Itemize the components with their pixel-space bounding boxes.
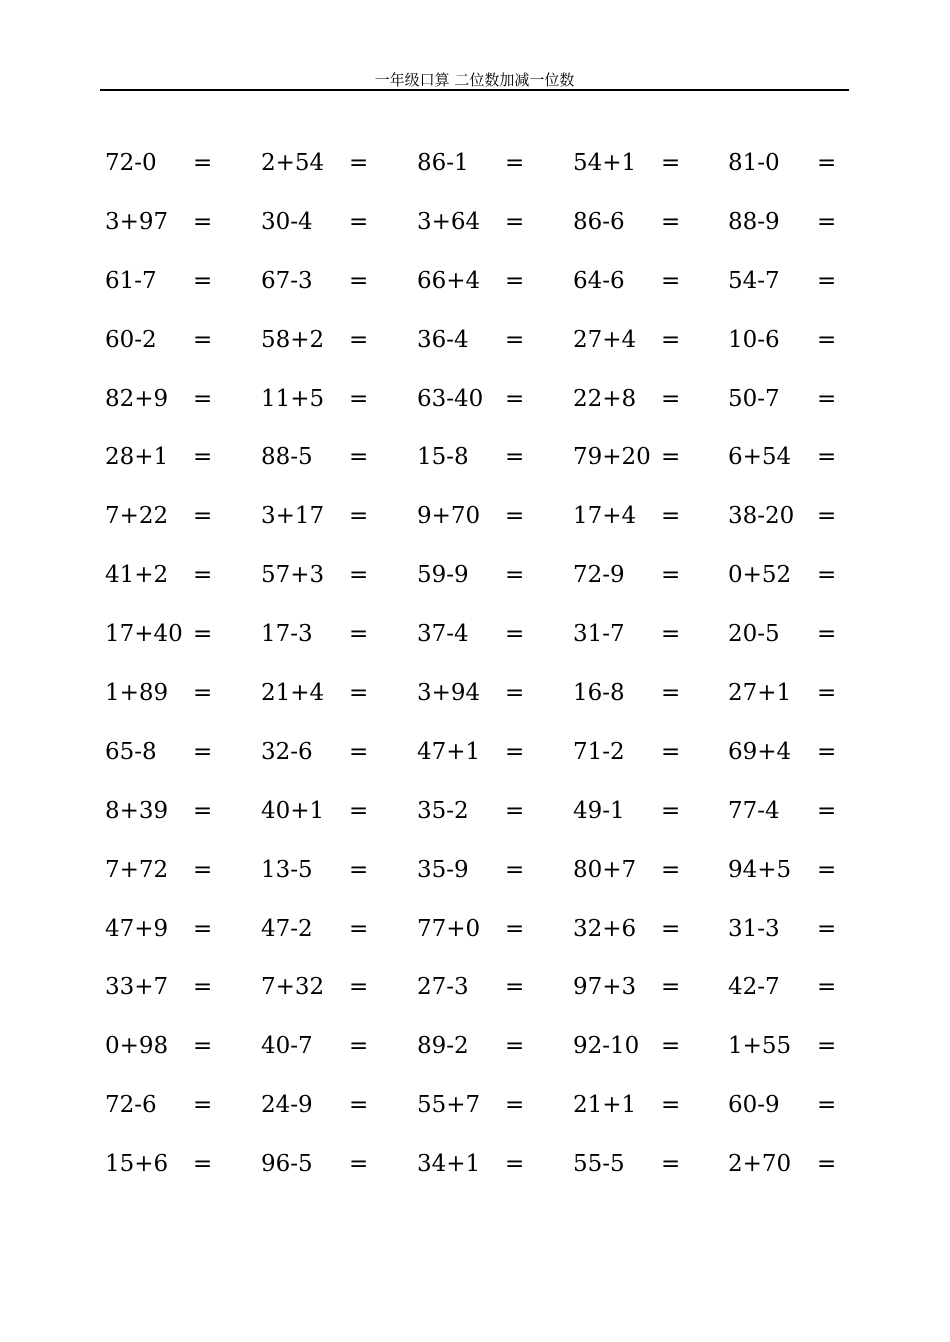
problem-expression: 47+9 xyxy=(105,915,169,942)
equals-sign: = xyxy=(817,1151,837,1178)
problem-row xyxy=(105,604,845,663)
problem-expression: 7+22 xyxy=(105,503,169,530)
problem-expression: 71-2 xyxy=(573,738,625,765)
equals-sign: = xyxy=(193,974,213,1001)
problem-row xyxy=(105,427,845,486)
problem-expression: 27+4 xyxy=(573,326,637,353)
problem-expression: 63-40 xyxy=(417,385,484,412)
equals-sign: = xyxy=(193,562,213,589)
equals-sign: = xyxy=(661,856,681,883)
problem-expression: 40-7 xyxy=(261,1033,313,1060)
problem-expression: 8+39 xyxy=(105,797,169,824)
problem-expression: 22+8 xyxy=(573,385,637,412)
problem-expression: 41+2 xyxy=(105,562,169,589)
problem-row xyxy=(105,722,845,781)
problem-expression: 34+1 xyxy=(417,1151,481,1178)
equals-sign: = xyxy=(817,856,837,883)
problem-expression: 77-4 xyxy=(728,797,780,824)
problem-expression: 16-8 xyxy=(573,680,625,707)
equals-sign: = xyxy=(349,797,369,824)
problem-expression: 3+94 xyxy=(417,680,481,707)
problem-expression: 69+4 xyxy=(728,738,792,765)
equals-sign: = xyxy=(661,503,681,530)
equals-sign: = xyxy=(661,444,681,471)
header-divider xyxy=(100,89,849,91)
equals-sign: = xyxy=(193,1092,213,1119)
problem-expression: 35-2 xyxy=(417,797,469,824)
equals-sign: = xyxy=(505,267,525,294)
equals-sign: = xyxy=(349,738,369,765)
equals-sign: = xyxy=(193,915,213,942)
problem-row xyxy=(105,545,845,604)
problem-expression: 21+1 xyxy=(573,1092,637,1119)
problem-expression: 59-9 xyxy=(417,562,469,589)
problem-expression: 47+1 xyxy=(417,738,481,765)
equals-sign: = xyxy=(817,1092,837,1119)
problem-expression: 65-8 xyxy=(105,738,157,765)
problem-row xyxy=(105,899,845,958)
problem-expression: 42-7 xyxy=(728,974,780,1001)
problem-expression: 37-4 xyxy=(417,621,469,648)
equals-sign: = xyxy=(193,444,213,471)
problem-expression: 64-6 xyxy=(573,267,625,294)
problem-expression: 33+7 xyxy=(105,974,169,1001)
equals-sign: = xyxy=(193,856,213,883)
equals-sign: = xyxy=(193,208,213,235)
problem-expression: 72-9 xyxy=(573,562,625,589)
problem-expression: 9+70 xyxy=(417,503,481,530)
problem-expression: 79+20 xyxy=(573,444,651,471)
equals-sign: = xyxy=(505,444,525,471)
problem-expression: 15+6 xyxy=(105,1151,169,1178)
problem-expression: 54+1 xyxy=(573,150,637,176)
equals-sign: = xyxy=(661,1033,681,1060)
equals-sign: = xyxy=(817,680,837,707)
equals-sign: = xyxy=(661,621,681,648)
problem-grid xyxy=(105,133,845,1193)
problem-expression: 35-9 xyxy=(417,856,469,883)
equals-sign: = xyxy=(349,503,369,530)
problem-expression: 27+1 xyxy=(728,680,792,707)
problem-expression: 11+5 xyxy=(261,385,325,412)
problem-expression: 47-2 xyxy=(261,915,313,942)
equals-sign: = xyxy=(349,562,369,589)
equals-sign: = xyxy=(817,974,837,1001)
problem-expression: 15-8 xyxy=(417,444,469,471)
equals-sign: = xyxy=(349,267,369,294)
problem-expression: 31-3 xyxy=(728,915,780,942)
equals-sign: = xyxy=(505,915,525,942)
equals-sign: = xyxy=(505,797,525,824)
equals-sign: = xyxy=(661,562,681,589)
equals-sign: = xyxy=(349,1151,369,1178)
equals-sign: = xyxy=(349,444,369,471)
problem-expression: 57+3 xyxy=(261,562,325,589)
problem-expression: 3+97 xyxy=(105,208,169,235)
equals-sign: = xyxy=(349,208,369,235)
problem-expression: 86-1 xyxy=(417,150,469,176)
equals-sign: = xyxy=(349,856,369,883)
equals-sign: = xyxy=(193,503,213,530)
problem-expression: 2+70 xyxy=(728,1151,792,1178)
equals-sign: = xyxy=(505,621,525,648)
problem-row xyxy=(105,1134,845,1193)
equals-sign: = xyxy=(505,974,525,1001)
problem-row xyxy=(105,663,845,722)
problem-expression: 7+72 xyxy=(105,856,169,883)
problem-expression: 0+52 xyxy=(728,562,792,589)
problem-expression: 86-6 xyxy=(573,208,625,235)
equals-sign: = xyxy=(817,503,837,530)
problem-expression: 1+89 xyxy=(105,680,169,707)
problem-expression: 3+64 xyxy=(417,208,481,235)
equals-sign: = xyxy=(817,562,837,589)
problem-expression: 17+4 xyxy=(573,503,637,530)
equals-sign: = xyxy=(661,974,681,1001)
problem-expression: 49-1 xyxy=(573,797,625,824)
equals-sign: = xyxy=(661,680,681,707)
problem-row xyxy=(105,192,845,251)
problem-expression: 32-6 xyxy=(261,738,313,765)
equals-sign: = xyxy=(661,326,681,353)
problem-expression: 20-5 xyxy=(728,621,780,648)
equals-sign: = xyxy=(661,738,681,765)
problem-expression: 6+54 xyxy=(728,444,792,471)
page-title: 一年级口算 二位数加减一位数 xyxy=(374,71,575,89)
equals-sign: = xyxy=(505,1092,525,1119)
equals-sign: = xyxy=(349,1033,369,1060)
equals-sign: = xyxy=(505,856,525,883)
equals-sign: = xyxy=(193,1151,213,1178)
equals-sign: = xyxy=(193,150,213,176)
equals-sign: = xyxy=(349,1092,369,1119)
problem-expression: 55-5 xyxy=(573,1151,625,1178)
equals-sign: = xyxy=(661,208,681,235)
problem-row xyxy=(105,1075,845,1134)
equals-sign: = xyxy=(817,267,837,294)
problem-expression: 24-9 xyxy=(261,1092,313,1119)
problem-expression: 94+5 xyxy=(728,856,792,883)
equals-sign: = xyxy=(505,562,525,589)
problem-expression: 10-6 xyxy=(728,326,780,353)
problem-expression: 28+1 xyxy=(105,444,169,471)
equals-sign: = xyxy=(817,326,837,353)
equals-sign: = xyxy=(193,797,213,824)
problem-expression: 7+32 xyxy=(261,974,325,1001)
problem-row xyxy=(105,840,845,899)
equals-sign: = xyxy=(817,150,837,176)
equals-sign: = xyxy=(505,150,525,176)
equals-sign: = xyxy=(817,797,837,824)
equals-sign: = xyxy=(193,385,213,412)
equals-sign: = xyxy=(505,503,525,530)
problem-expression: 36-4 xyxy=(417,326,469,353)
problem-expression: 55+7 xyxy=(417,1092,481,1119)
problem-expression: 97+3 xyxy=(573,974,637,1001)
equals-sign: = xyxy=(349,680,369,707)
equals-sign: = xyxy=(505,385,525,412)
equals-sign: = xyxy=(349,150,369,176)
problem-expression: 30-4 xyxy=(261,208,313,235)
problem-expression: 13-5 xyxy=(261,856,313,883)
problem-expression: 32+6 xyxy=(573,915,637,942)
problem-row xyxy=(105,957,845,1016)
equals-sign: = xyxy=(193,621,213,648)
problem-expression: 21+4 xyxy=(261,680,325,707)
problem-row xyxy=(105,781,845,840)
equals-sign: = xyxy=(661,797,681,824)
problem-expression: 50-7 xyxy=(728,385,780,412)
equals-sign: = xyxy=(349,621,369,648)
equals-sign: = xyxy=(661,1092,681,1119)
equals-sign: = xyxy=(349,326,369,353)
equals-sign: = xyxy=(661,150,681,176)
equals-sign: = xyxy=(193,680,213,707)
equals-sign: = xyxy=(349,385,369,412)
equals-sign: = xyxy=(193,738,213,765)
equals-sign: = xyxy=(661,267,681,294)
problem-expression: 82+9 xyxy=(105,385,169,412)
problem-expression: 80+7 xyxy=(573,856,637,883)
problem-expression: 67-3 xyxy=(261,267,313,294)
problem-row xyxy=(105,310,845,369)
problem-expression: 96-5 xyxy=(261,1151,313,1178)
problem-expression: 58+2 xyxy=(261,326,325,353)
problem-expression: 88-9 xyxy=(728,208,780,235)
problem-expression: 31-7 xyxy=(573,621,625,648)
problem-expression: 72-6 xyxy=(105,1092,157,1119)
problem-expression: 89-2 xyxy=(417,1033,469,1060)
equals-sign: = xyxy=(661,385,681,412)
equals-sign: = xyxy=(349,974,369,1001)
problem-expression: 40+1 xyxy=(261,797,325,824)
equals-sign: = xyxy=(817,385,837,412)
equals-sign: = xyxy=(505,1151,525,1178)
problem-expression: 17+40 xyxy=(105,621,183,648)
problem-expression: 60-9 xyxy=(728,1092,780,1119)
problem-expression: 61-7 xyxy=(105,267,157,294)
problem-expression: 2+54 xyxy=(261,150,325,176)
equals-sign: = xyxy=(817,915,837,942)
problem-expression: 66+4 xyxy=(417,267,481,294)
equals-sign: = xyxy=(349,915,369,942)
equals-sign: = xyxy=(817,738,837,765)
problem-row xyxy=(105,251,845,310)
problem-row xyxy=(105,486,845,545)
equals-sign: = xyxy=(661,915,681,942)
problem-row xyxy=(105,1016,845,1075)
problem-row xyxy=(105,133,845,192)
equals-sign: = xyxy=(817,1033,837,1060)
equals-sign: = xyxy=(817,444,837,471)
equals-sign: = xyxy=(817,208,837,235)
problem-row xyxy=(105,369,845,428)
problem-expression: 88-5 xyxy=(261,444,313,471)
problem-expression: 72-0 xyxy=(105,150,157,176)
problem-expression: 92-10 xyxy=(573,1033,640,1060)
problem-expression: 81-0 xyxy=(728,150,780,176)
equals-sign: = xyxy=(505,208,525,235)
equals-sign: = xyxy=(505,738,525,765)
problem-expression: 77+0 xyxy=(417,915,481,942)
problem-expression: 0+98 xyxy=(105,1033,169,1060)
equals-sign: = xyxy=(505,326,525,353)
equals-sign: = xyxy=(505,680,525,707)
problem-expression: 38-20 xyxy=(728,503,795,530)
equals-sign: = xyxy=(817,621,837,648)
equals-sign: = xyxy=(193,267,213,294)
problem-expression: 3+17 xyxy=(261,503,325,530)
problem-expression: 1+55 xyxy=(728,1033,792,1060)
problem-expression: 17-3 xyxy=(261,621,313,648)
equals-sign: = xyxy=(505,1033,525,1060)
problem-expression: 60-2 xyxy=(105,326,157,353)
problem-expression: 54-7 xyxy=(728,267,780,294)
equals-sign: = xyxy=(193,1033,213,1060)
equals-sign: = xyxy=(661,1151,681,1178)
problem-expression: 27-3 xyxy=(417,974,469,1001)
equals-sign: = xyxy=(193,326,213,353)
